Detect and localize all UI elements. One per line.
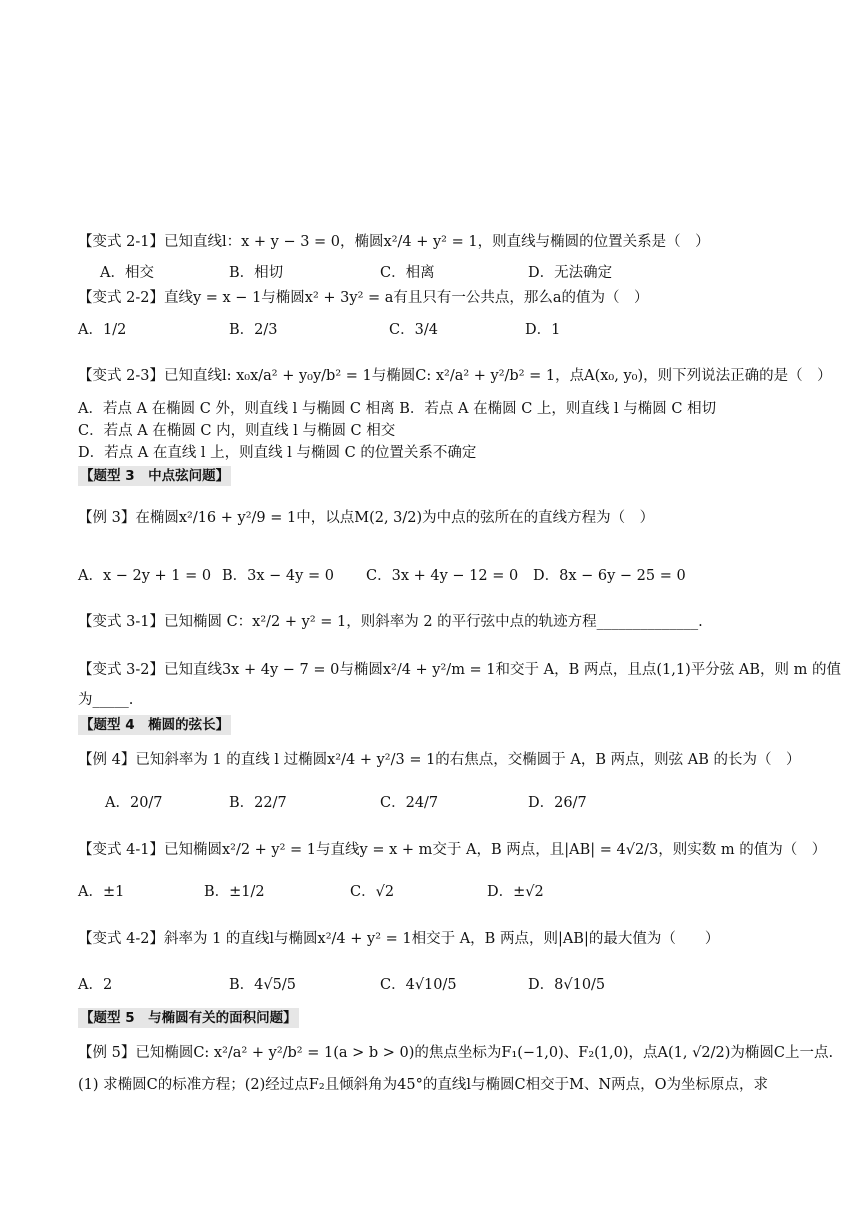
option-b: B．4√5/5	[229, 977, 296, 993]
option-a: A．20/7	[105, 795, 163, 811]
option-d: D．1	[525, 322, 561, 338]
section-heading-type-4: 【题型 4 椭圆的弦长】	[80, 717, 230, 733]
option-a: A．1/2	[78, 322, 127, 338]
option-d: D．8x − 6y − 25 = 0	[533, 568, 686, 584]
option-b: B．±1/2	[204, 884, 265, 900]
example-3-question: 【例 3】在椭圆x²/16 + y²/9 = 1中，以点M(2, 3/2)为中点的弦所在的直线方程为（ ）	[78, 510, 655, 526]
option-c: C．24/7	[380, 795, 439, 811]
option-d: D．无法确定	[528, 265, 613, 281]
variant-2-1-question: 【变式 2-1】已知直线l：x + y − 3 = 0，椭圆x²/4 + y² = 1，则直线与椭圆的位置关系是（ ）	[78, 234, 710, 250]
option-b: B．22/7	[229, 795, 287, 811]
variant-3-2-question-cont: 为_____.	[78, 692, 134, 708]
option-b: B．相切	[229, 265, 284, 281]
option-a: A．±1	[78, 884, 125, 900]
section-heading-type-5: 【题型 5 与椭圆有关的面积问题】	[80, 1010, 297, 1026]
example-5-question-cont: (1) 求椭圆C的标准方程；(2)经过点F₂且倾斜角为45°的直线l与椭圆C相交于M、N两点，O为坐标原点，求	[78, 1077, 769, 1093]
option-a: A．相交	[100, 265, 154, 281]
option-d: D．8√10/5	[528, 977, 606, 993]
option-c: C．3x + 4y − 12 = 0	[366, 568, 519, 584]
example-4-question: 【例 4】已知斜率为 1 的直线 l 过椭圆x²/4 + y²/3 = 1的右焦点，交椭圆于 A，B 两点，则弦 AB 的长为（ ）	[78, 752, 801, 768]
option-b: B．2/3	[229, 322, 278, 338]
variant-4-1-question: 【变式 4-1】已知椭圆x²/2 + y² = 1与直线y = x + m交于 A，B 两点，且|AB| = 4√2/3，则实数 m 的值为（ ）	[78, 842, 827, 858]
option-b: B．3x − 4y = 0	[222, 568, 334, 584]
variant-2-3-question: 【变式 2-3】已知直线l: x₀x/a² + y₀y/b² = 1与椭圆C: x²/a² + y²/b² = 1，点A(x₀, y₀)，则下列说法正确的是（ ）	[78, 368, 832, 384]
variant-2-3-option-d: D．若点 A 在直线 l 上，则直线 l 与椭圆 C 的位置关系不确定	[78, 445, 477, 461]
option-c: C．4√10/5	[380, 977, 457, 993]
option-a: A．x − 2y + 1 = 0	[78, 568, 212, 584]
option-d: D．26/7	[528, 795, 587, 811]
option-c: C．√2	[350, 884, 395, 900]
option-a: A．2	[78, 977, 113, 993]
variant-4-2-question: 【变式 4-2】斜率为 1 的直线l与椭圆x²/4 + y² = 1相交于 A，B 两点，则|AB|的最大值为（ ）	[78, 931, 720, 947]
option-d: D．±√2	[487, 884, 544, 900]
variant-2-2-question: 【变式 2-2】直线y = x − 1与椭圆x² + 3y² = a有且只有一公共点，那么a的值为（ ）	[78, 290, 649, 306]
variant-2-3-option-c: C．若点 A 在椭圆 C 内，则直线 l 与椭圆 C 相交	[78, 423, 396, 439]
option-c: C．相离	[380, 265, 435, 281]
variant-3-2-question: 【变式 3-2】已知直线3x + 4y − 7 = 0与椭圆x²/4 + y²/m = 1和交于 A，B 两点，且点(1,1)平分弦 AB，则 m 的值	[78, 662, 841, 678]
section-heading-type-3: 【题型 3 中点弦问题】	[80, 468, 230, 484]
variant-2-3-options-ab: A．若点 A 在椭圆 C 外，则直线 l 与椭圆 C 相离 B．若点 A 在椭圆 C 上，则直线 l 与椭圆 C 相切	[78, 401, 717, 417]
variant-3-1-question: 【变式 3-1】已知椭圆 C：x²/2 + y² = 1，则斜率为 2 的平行弦中点的轨迹方程______________.	[78, 614, 703, 630]
example-5-question: 【例 5】已知椭圆C: x²/a² + y²/b² = 1(a > b > 0)的焦点坐标为F₁(−1,0)、F₂(1,0)，点A(1, √2/2)为椭圆C上一点.	[78, 1045, 834, 1061]
option-c: C．3/4	[389, 322, 438, 338]
